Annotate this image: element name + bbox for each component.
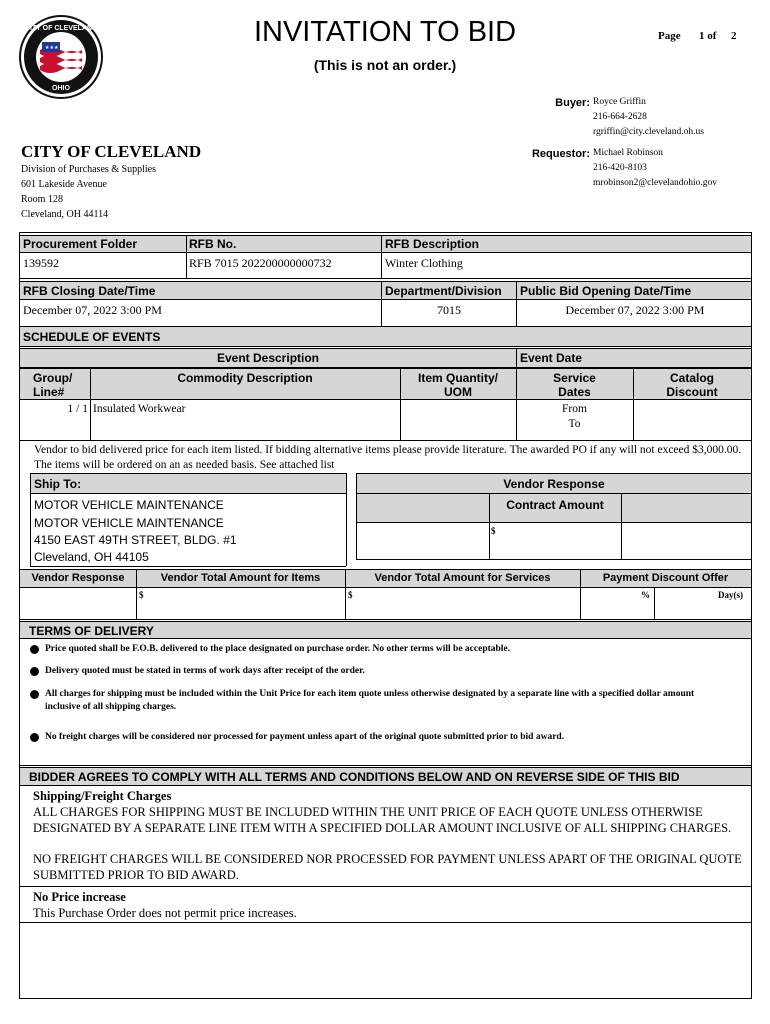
totals-items-label: Vendor Total Amount for Items [160, 572, 321, 584]
bullet-icon [30, 667, 39, 676]
col-commodity: Commodity Description [177, 371, 313, 385]
vendor-note: Vendor to bid delivered price for each item listed. If bidding alternative items please provide literature. The awarded PO if any will not exceed $3,000.00. The items will be ordered on an as needed basis. See attached list [34, 444, 742, 471]
buyer-phone: 216-664-2628 [593, 112, 647, 122]
contract-amount-dollar: $ [491, 526, 496, 536]
bid-opening-label: Public Bid Opening Date/Time [520, 284, 692, 298]
item-description: Insulated Workwear [93, 403, 186, 415]
col-catalog-discount: Catalog Discount [666, 371, 718, 399]
rfb-description-value: Winter Clothing [385, 256, 463, 270]
procurement-folder-label: Procurement Folder [23, 237, 138, 251]
payment-discount-label: Payment Discount Offer [602, 572, 729, 584]
requestor-label: Requestor: [531, 148, 590, 160]
shipping-text-2: NO FREIGHT CHARGES WILL BE CONSIDERED NOR PROCESSED FOR PAYMENT UNLESS APART OF THE ORIGINAL QUOTE SUBMITTED PRIOR TO BID AWARD. [33, 852, 742, 882]
requestor-email: mrobinson2@clevelandohio.gov [593, 178, 718, 188]
items-total-dollar: $ [139, 590, 144, 600]
buyer-email: rgriffin@city.cleveland.oh.us [593, 127, 704, 137]
col-quantity: Item Quantity/ UOM [417, 371, 498, 399]
ship-to-line3: 4150 EAST 49TH STREET, BLDG. #1 [34, 533, 237, 547]
ship-to-label: Ship To: [34, 477, 82, 491]
bullet-icon [30, 733, 39, 742]
ship-to-line1: MOTOR VEHICLE MAINTENANCE [34, 498, 224, 512]
terms-bullet-3: All charges for shipping must be included within the Unit Price for each item quote unless otherwise designated by a separate line with a specified dollar amount inclusive of all shipping charges. [45, 689, 695, 712]
org-line2: 601 Lakeside Avenue [21, 179, 107, 190]
col-service-dates: Service Dates [553, 371, 596, 399]
closing-date-value: December 07, 2022 3:00 PM [23, 303, 162, 317]
svg-text:CITY OF CLEVELAND: CITY OF CLEVELAND [24, 25, 98, 32]
buyer-label: Buyer: [555, 97, 590, 109]
ship-to-line2: MOTOR VEHICLE MAINTENANCE [34, 516, 224, 530]
contract-amount-label: Contract Amount [506, 498, 604, 512]
contract-amount-input[interactable] [500, 524, 618, 557]
department-value: 7015 [437, 303, 461, 317]
price-text: This Purchase Order does not permit price increases. [33, 906, 297, 920]
org-line3: Room 128 [21, 194, 63, 205]
department-label: Department/Division [385, 284, 502, 298]
agreement-title: BIDDER AGREES TO COMPLY WITH ALL TERMS AND CONDITIONS BELOW AND ON REVERSE SIDE OF THIS BID [29, 770, 680, 784]
ship-to-line4: Cleveland, OH 44105 [34, 550, 149, 564]
org-line1: Division of Purchases & Supplies [21, 164, 156, 175]
services-total-input[interactable] [357, 589, 577, 617]
terms-bullet-2: Delivery quoted must be stated in terms of work days after receipt of the order. [45, 666, 365, 676]
item-service-to: To [568, 418, 581, 430]
org-name: CITY OF CLEVELAND [21, 142, 202, 161]
page-label: Page [658, 30, 681, 42]
event-description-label: Event Description [216, 351, 320, 365]
requestor-phone: 216-420-8103 [593, 163, 647, 173]
closing-date-label: RFB Closing Date/Time [23, 284, 156, 298]
page-number: 1 of [699, 30, 717, 42]
totals-services-label: Vendor Total Amount for Services [374, 572, 551, 584]
procurement-folder-value: 139592 [23, 256, 59, 270]
item-service-from: From [562, 403, 587, 415]
terms-bullet-4: No freight charges will be considered nor processed for payment unless apart of the original quote submitted prior to bid award. [45, 732, 565, 742]
item-line-number: 1 / 1 [67, 403, 88, 415]
discount-percent: % [641, 590, 650, 600]
terms-title: TERMS OF DELIVERY [29, 624, 154, 638]
requestor-name: Michael Robinson [593, 148, 663, 158]
price-title: No Price increase [33, 890, 126, 904]
rfb-no-label: RFB No. [189, 237, 237, 251]
vendor-response-title: Vendor Response [503, 477, 605, 491]
schedule-title: SCHEDULE OF EVENTS [23, 330, 161, 344]
svg-text:OHIO: OHIO [52, 85, 70, 92]
discount-percent-input[interactable] [583, 589, 639, 617]
bullet-icon [30, 645, 39, 654]
shipping-text-1: ALL CHARGES FOR SHIPPING MUST BE INCLUDED WITHIN THE UNIT PRICE OF EACH QUOTE UNLESS OTHERWISE DESIGNATED BY A SEPARATE LINE ITEM WITH A SPECIFIED DOLLAR AMOUNT INCLUSIVE OF ALL SHIPPING CHARGES. [33, 805, 732, 835]
page-title: INVITATION TO BID [253, 16, 517, 48]
svg-text:★★★: ★★★ [45, 46, 59, 51]
page-subtitle: (This is not an order.) [313, 57, 457, 73]
col-group-line: Group/ Line# [33, 371, 73, 399]
bid-opening-value: December 07, 2022 3:00 PM [565, 303, 705, 317]
discount-days-input[interactable] [657, 589, 715, 617]
org-line4: Cleveland, OH 44114 [21, 209, 109, 220]
services-total-dollar: $ [348, 590, 353, 600]
city-seal-logo [18, 14, 104, 100]
rfb-no-value: RFB 7015 202200000000732 [189, 256, 332, 270]
page-total: 2 [731, 30, 737, 42]
rfb-description-label: RFB Description [385, 237, 480, 251]
terms-bullet-1: Price quoted shall be F.O.B. delivered to the place designated on purchase order. No other terms will be acceptable. [45, 644, 511, 654]
discount-days: Day(s) [718, 590, 743, 600]
event-date-label: Event Date [520, 351, 583, 365]
totals-vendor-response: Vendor Response [31, 572, 125, 584]
items-total-input[interactable] [148, 589, 342, 617]
shipping-title: Shipping/Freight Charges [33, 789, 172, 803]
bullet-icon [30, 690, 39, 699]
buyer-name: Royce Griffin [593, 97, 646, 107]
